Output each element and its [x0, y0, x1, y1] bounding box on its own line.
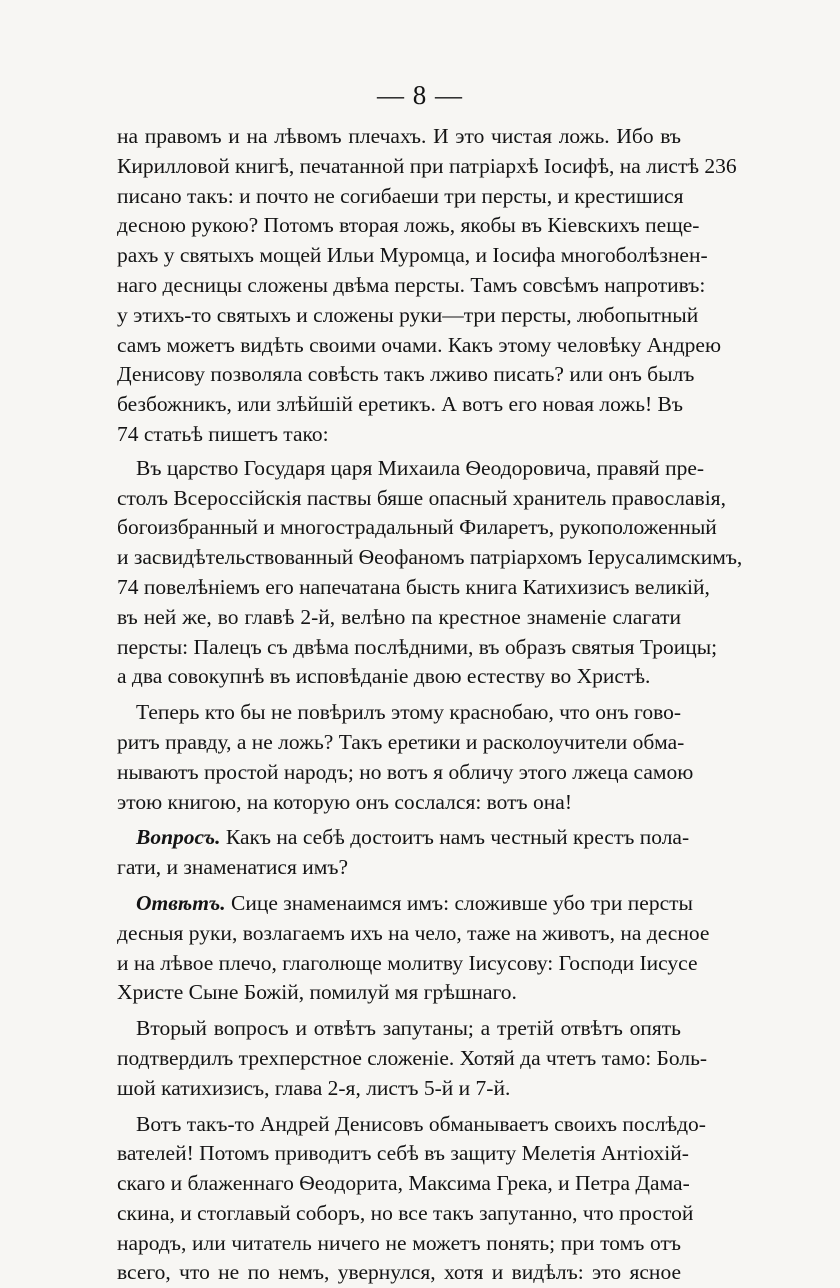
text-line: столъ Всероссійскія паствы бяше опасный хранитель православія,: [117, 484, 681, 514]
question-text: Какъ на себѣ достоитъ намъ честный крестъ пола-: [226, 825, 689, 849]
text-line: Вотъ такъ-то Андрей Денисовъ обманываетъ своихъ послѣдо-: [117, 1110, 681, 1140]
text-line: и засвидѣтельствованный Ѳеофаномъ патріархомъ Іерусалимскимъ,: [117, 543, 681, 573]
paragraph-1: [117, 122, 681, 450]
question-paragraph: [117, 823, 681, 883]
text-line: Денисову позволяла совѣсть такъ лживо писать? или онъ былъ: [117, 360, 681, 390]
text-line: и на лѣвое плечо, глаголюще молитву Іисусову: Господи Іисусе: [117, 949, 681, 979]
text-line: на правомъ и на лѣвомъ плечахъ. И это чистая ложь. Ибо въ: [117, 122, 681, 152]
text-line: а два совокупнѣ въ исповѣданіе двою естеству во Христѣ.: [117, 662, 681, 692]
text-line: Теперь кто бы не повѣрилъ этому краснобаю, что онъ гово-: [117, 698, 681, 728]
text-line: этою книгою, на которую онъ сослался: вотъ она!: [117, 788, 681, 818]
text-line: [117, 823, 681, 853]
text-line: [117, 889, 681, 919]
text-line: скина, и стоглавый соборъ, но все такъ запутанно, что простой: [117, 1199, 681, 1229]
answer-label: Отвѣтъ.: [136, 891, 226, 915]
body-text: [117, 122, 681, 1288]
text-line: десною рукою? Потомъ вторая ложь, якобы въ Кіевскихъ пеще-: [117, 211, 681, 241]
text-line: безбожникъ, или злѣйшій еретикъ. А вотъ его новая ложь! Въ: [117, 390, 681, 420]
text-line: въ ней же, во главѣ 2-й, велѣно па крестное знаменіе слагати: [117, 603, 681, 633]
text-line: Вторый вопросъ и отвѣтъ запутаны; а третій отвѣтъ опять: [117, 1014, 681, 1044]
answer-text: Сице знаменаимся имъ: сложивше убо три персты: [231, 891, 693, 915]
answer-paragraph: [117, 889, 681, 1008]
text-line: ритъ правду, а не ложь? Такъ еретики и расколоучители обма-: [117, 728, 681, 758]
paragraph-4: [117, 1110, 681, 1288]
text-line: самъ можетъ видѣть своими очами. Какъ этому человѣку Андрею: [117, 331, 681, 361]
page-number: — 8 —: [0, 80, 840, 111]
text-line: всего, что не по немъ, увернулся, хотя и видѣлъ: это ясное: [117, 1258, 681, 1288]
text-line: шой катихизисъ, глава 2-я, листъ 5-й и 7-й.: [117, 1074, 681, 1104]
text-line: нываютъ простой народъ; но вотъ я обличу этого лжеца самою: [117, 758, 681, 788]
text-line: 74 повелѣніемъ его напечатана бысть книга Катихизисъ великій,: [117, 573, 681, 603]
text-line: у этихъ-то святыхъ и сложены руки—три персты, любопытный: [117, 301, 681, 331]
text-line: 74 статьѣ пишетъ тако:: [117, 420, 681, 450]
text-line: Кирилловой книгѣ, печатанной при патріархѣ Іосифѣ, на листѣ 236: [117, 152, 681, 182]
quotation: [117, 450, 681, 692]
text-line: богоизбранный и многострадальный Филаретъ, рукоположенный: [117, 513, 681, 543]
text-line: скаго и блаженнаго Ѳеодорита, Максима Грека, и Петра Дама-: [117, 1169, 681, 1199]
paragraph-3: [117, 1014, 681, 1103]
text-line: писано такъ: и почто не согибаеши три персты, и крестишися: [117, 182, 681, 212]
text-line: персты: Палецъ съ двѣма послѣдними, въ образъ святыя Троицы;: [117, 633, 681, 663]
text-line: десныя руки, возлагаемъ ихъ на чело, таже на животъ, на десное: [117, 919, 681, 949]
text-line: гати, и знаменатися имъ?: [117, 853, 681, 883]
text-line: наго десницы сложены двѣма персты. Тамъ совсѣмъ напротивъ:: [117, 271, 681, 301]
text-line: народъ, или читатель ничего не можетъ понять; при томъ отъ: [117, 1229, 681, 1259]
text-line: Христе Сыне Божій, помилуй мя грѣшнаго.: [117, 978, 681, 1008]
question-label: Вопросъ.: [136, 825, 221, 849]
text-line: подтвердилъ трехперстное сложеніе. Хотяй да чтетъ тамо: Боль-: [117, 1044, 681, 1074]
paragraph-2: [117, 698, 681, 817]
text-line: Въ царство Государя царя Михаила Ѳеодоровича, правяй пре-: [117, 454, 681, 484]
text-line: рахъ у святыхъ мощей Ильи Муромца, и Іосифа многоболѣзнен-: [117, 241, 681, 271]
text-line: вателей! Потомъ приводитъ себѣ въ защиту Мелетія Антіохій-: [117, 1139, 681, 1169]
